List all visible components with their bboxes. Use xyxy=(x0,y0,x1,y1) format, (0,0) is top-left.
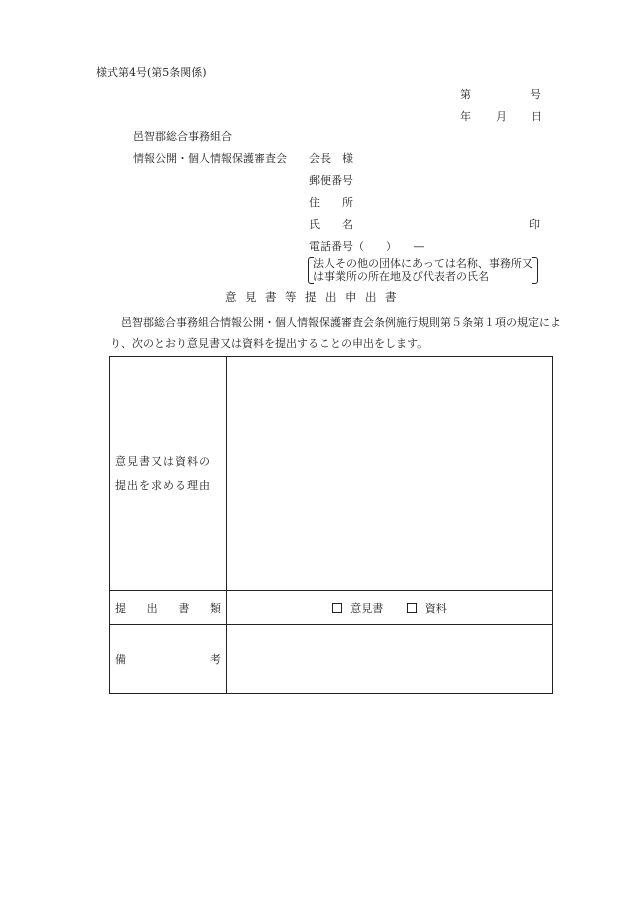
material-label: 資料 xyxy=(424,601,447,615)
reason-row xyxy=(110,357,553,591)
application-table xyxy=(109,356,553,694)
name-label: 氏 名 xyxy=(309,218,353,231)
reason-field[interactable] xyxy=(227,357,553,591)
phone-label: 電話番号（ ） — xyxy=(309,240,425,253)
remarks-field[interactable] xyxy=(227,625,553,694)
reason-label xyxy=(110,357,227,591)
addressee-committee: 情報公開・個人情報保護審査会 xyxy=(133,152,287,165)
doc-type-row xyxy=(110,591,553,625)
opinion-checkbox[interactable] xyxy=(332,603,342,613)
number-dai: 第 xyxy=(460,88,471,101)
remarks-char: 考 xyxy=(210,653,221,666)
form-number: 様式第4号(第5条関係) xyxy=(96,66,207,79)
doc-type-char: 出 xyxy=(146,601,158,615)
remarks-char: 備 xyxy=(115,653,126,666)
seal-mark: 印 xyxy=(529,218,540,231)
addressee-chair: 会長 様 xyxy=(309,152,353,165)
material-checkbox[interactable] xyxy=(407,603,417,613)
note-bracket-right xyxy=(532,257,538,284)
doc-type-char: 類 xyxy=(209,601,221,615)
doc-type-char: 書 xyxy=(178,601,190,615)
date-year: 年 xyxy=(460,110,471,123)
addressee-organization: 邑智郡総合事務組合 xyxy=(133,130,232,143)
doc-type-label xyxy=(110,591,227,625)
opinion-label: 意見書 xyxy=(350,601,384,615)
remarks-label xyxy=(110,625,227,694)
option-material[interactable] xyxy=(407,602,447,615)
doc-type-options xyxy=(227,591,553,625)
remarks-row xyxy=(110,625,553,694)
option-opinion[interactable] xyxy=(332,602,387,615)
postal-code-label: 郵便番号 xyxy=(309,174,353,187)
corporate-note: 法人その他の団体にあっては名称、事務所又は事業所の所在地及び代表者の氏名 xyxy=(313,257,533,283)
number-go: 号 xyxy=(530,88,541,101)
address-label: 住 所 xyxy=(309,196,353,209)
date-day: 日 xyxy=(531,110,542,123)
body-text: 邑智郡総合事務組合情報公開・個人情報保護審査会条例施行規則第５条第１項の規定により、次のとおり意見書又は資料を提出することの申出をします。 xyxy=(110,316,561,350)
doc-type-char: 提 xyxy=(115,601,126,615)
date-month: 月 xyxy=(496,110,507,123)
reason-label-line2: 提出を求める理由 xyxy=(115,478,211,492)
document-title: 意見書等提出申出書 xyxy=(225,290,405,304)
reason-label-line1: 意見書又は資料の xyxy=(115,454,211,468)
